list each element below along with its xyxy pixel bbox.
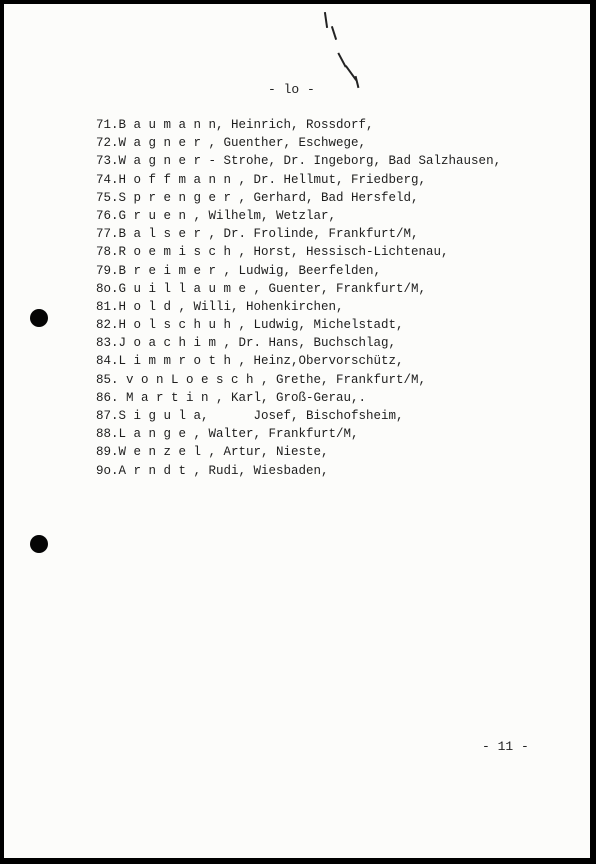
list-item: 88.L a n g e , Walter, Frankfurt/M, (96, 427, 359, 442)
next-page-number: - 11 - (482, 739, 529, 754)
list-item: 85. v o n L o e s c h , Grethe, Frankfurt/M, (96, 372, 427, 387)
list-item: 86. M a r t i n , Karl, Groß-Gerau,. (96, 390, 367, 405)
scan-mark (324, 12, 328, 28)
page-number: - lo - (268, 82, 315, 97)
list-item: 89.W e n z e l , Artur, Nieste, (96, 445, 329, 460)
list-item: 71.B a u m a n n, Heinrich, Rossdorf, (96, 118, 374, 132)
document-page (4, 4, 590, 858)
list-item: 74.H o f f m a n n , Dr. Hellmut, Friedberg, (96, 172, 427, 187)
scan-mark (331, 26, 337, 40)
list-item: 83.J o a c h i m , Dr. Hans, Buchschlag, (96, 336, 397, 351)
list-item: 82.H o l s c h u h , Ludwig, Michelstadt, (96, 318, 404, 333)
list-item: 72.W a g n e r , Guenther, Eschwege, (96, 136, 367, 151)
list-item: 79.B r e i m e r , Ludwig, Beerfelden, (96, 263, 382, 278)
punch-hole (30, 309, 48, 327)
list-item: 81.H o l d , Willi, Hohenkirchen, (96, 299, 344, 314)
list-item: 84.L i m m r o t h , Heinz,Obervorschütz, (96, 354, 404, 369)
list-item: 78.R o e m i s c h , Horst, Hessisch-Lichtenau, (96, 245, 449, 260)
list-item: 87.S i g u l a, Josef, Bischofsheim, (96, 409, 404, 423)
list-item: 73.W a g n e r - Strohe, Dr. Ingeborg, Bad Salzhausen, (96, 154, 502, 169)
list-item: 75.S p r e n g e r , Gerhard, Bad Hersfeld, (96, 190, 419, 205)
list-item: 8o.G u i l l a u m e , Guenter, Frankfurt/M, (96, 281, 427, 296)
scan-mark (355, 76, 360, 88)
list-item: 9o.A r n d t , Rudi, Wiesbaden, (96, 463, 329, 478)
punch-hole (30, 535, 48, 553)
name-list (96, 116, 501, 480)
list-item: 76.G r u e n , Wilhelm, Wetzlar, (96, 208, 337, 223)
list-item: 77.B a l s e r , Dr. Frolinde, Frankfurt/M, (96, 227, 419, 242)
